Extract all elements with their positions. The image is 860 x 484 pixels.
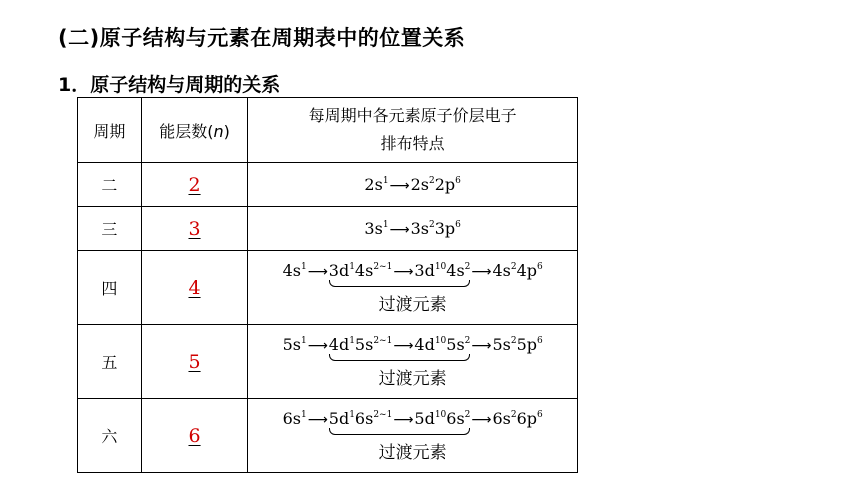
header-levels-var: n <box>213 121 224 141</box>
table-row <box>78 399 578 473</box>
levels-value: 2 <box>188 173 201 196</box>
electron-count: 6 <box>455 176 461 186</box>
arrow-icon: ⟶ <box>393 337 414 354</box>
levels-cell <box>141 399 248 473</box>
levels-value: 3 <box>188 217 201 240</box>
header-period: 周期 <box>78 98 142 163</box>
transition-label: 过渡元素 <box>378 294 447 315</box>
electron-count: 6 <box>537 409 543 420</box>
table-row <box>78 163 578 207</box>
electron-count: 1 <box>382 176 389 186</box>
arrow-icon: ⟶ <box>389 178 410 194</box>
electron-count: 2 <box>464 261 471 272</box>
electron-count: 1 <box>349 409 355 420</box>
config-transition-a: $4d^15s^{2\sim 1}$ <box>328 334 393 354</box>
levels-cell <box>141 325 248 399</box>
period-cell: 六 <box>78 399 142 473</box>
electron-count: 2 <box>429 176 435 186</box>
electron-count: 1 <box>300 409 307 420</box>
arrow-icon: ⟶ <box>393 263 414 280</box>
arrow-icon: ⟶ <box>307 263 328 280</box>
table-row <box>78 251 578 325</box>
config-end: $6s^26p^6$ <box>492 408 543 428</box>
arrow-icon: ⟶ <box>307 337 328 354</box>
levels-cell <box>141 251 248 325</box>
electron-count: 2 <box>510 261 517 272</box>
transition-label: 过渡元素 <box>378 368 447 389</box>
config-transition-b: $4d^{10}5s^2$ <box>414 334 471 354</box>
electron-count: 6 <box>537 261 543 272</box>
config-cell <box>248 325 578 399</box>
transition-label: 过渡元素 <box>378 442 447 463</box>
period-cell: 五 <box>78 325 142 399</box>
electron-count: 2 <box>510 409 517 420</box>
config-start: $5s^1$ <box>282 334 307 354</box>
config-end: $4s^24p^6$ <box>492 260 543 280</box>
electron-count: 1 <box>349 261 355 272</box>
config-start: $6s^1$ <box>282 408 307 428</box>
config-line <box>248 409 577 435</box>
electron-count: 2 <box>510 335 517 346</box>
header-config <box>248 98 578 163</box>
levels-value: 5 <box>188 350 201 373</box>
arrow-icon: ⟶ <box>471 411 492 428</box>
electron-count: 2~1 <box>373 409 393 420</box>
period-cell: 三 <box>78 207 142 251</box>
config-cell <box>248 207 578 251</box>
electron-count: 10 <box>434 335 447 346</box>
transition-brace <box>329 409 471 435</box>
config-end: $5s^25p^6$ <box>492 334 543 354</box>
electron-count: 1 <box>382 220 389 230</box>
config-line <box>248 261 577 287</box>
subsection-heading: 1．原子结构与周期的关系 <box>58 74 281 96</box>
config-cell <box>248 399 578 473</box>
header-config-line2: 排布特点 <box>380 134 445 153</box>
electron-count: 1 <box>300 335 307 346</box>
config-start: $3s^1$ <box>364 219 389 238</box>
arrow-icon: ⟶ <box>471 263 492 280</box>
config-cell <box>248 251 578 325</box>
electron-count: 1 <box>349 335 355 346</box>
transition-brace <box>329 335 471 361</box>
levels-cell <box>141 207 248 251</box>
config-end: $3s^23p^6$ <box>410 219 461 238</box>
config-cell <box>248 163 578 207</box>
levels-value: 6 <box>188 424 201 447</box>
table-row <box>78 325 578 399</box>
transition-brace <box>329 261 471 287</box>
electron-count: 2~1 <box>373 335 393 346</box>
electron-count: 2 <box>464 335 471 346</box>
config-transition-b: $5d^{10}6s^2$ <box>414 408 471 428</box>
electron-count: 2~1 <box>373 261 393 272</box>
period-cell: 二 <box>78 163 142 207</box>
config-transition-b: $3d^{10}4s^2$ <box>414 260 471 280</box>
period-cell: 四 <box>78 251 142 325</box>
arrow-icon: ⟶ <box>389 222 410 238</box>
electron-count: 1 <box>300 261 307 272</box>
period-structure-table <box>77 97 578 473</box>
header-levels-suffix: ) <box>223 121 230 141</box>
header-config-line1: 每周期中各元素原子价层电子 <box>308 106 517 125</box>
config-transition-a: $5d^16s^{2\sim 1}$ <box>328 408 393 428</box>
section-heading: (二)原子结构与元素在周期表中的位置关系 <box>58 26 466 50</box>
config-start: $4s^1$ <box>282 260 307 280</box>
header-levels-prefix: 能层数( <box>159 121 214 141</box>
arrow-icon: ⟶ <box>393 411 414 428</box>
levels-cell <box>141 163 248 207</box>
table-row <box>78 207 578 251</box>
electron-count: 6 <box>455 220 461 230</box>
levels-value: 4 <box>188 276 201 299</box>
config-end: $2s^22p^6$ <box>410 175 461 194</box>
electron-count: 2 <box>464 409 471 420</box>
electron-count: 10 <box>434 409 447 420</box>
config-transition-a: $3d^14s^{2\sim 1}$ <box>328 260 393 280</box>
config-start: $2s^1$ <box>364 175 389 194</box>
arrow-icon: ⟶ <box>471 337 492 354</box>
electron-count: 6 <box>537 335 543 346</box>
electron-count: 2 <box>429 220 435 230</box>
header-energy-levels <box>141 98 248 163</box>
electron-count: 10 <box>434 261 447 272</box>
table-header-row <box>78 98 578 163</box>
arrow-icon: ⟶ <box>307 411 328 428</box>
config-line <box>248 335 577 361</box>
